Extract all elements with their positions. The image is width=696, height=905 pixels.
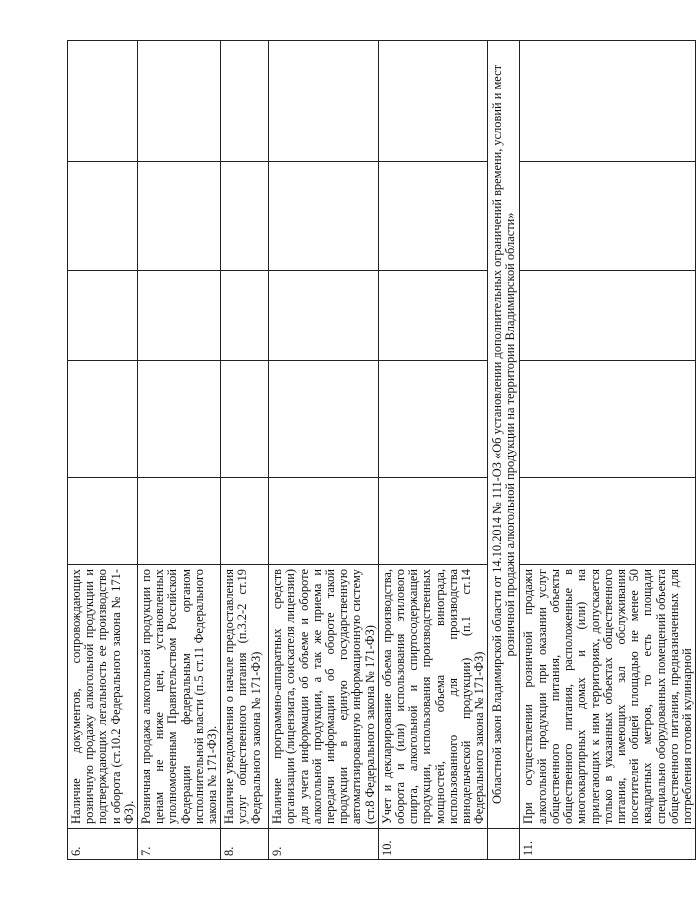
empty-cell xyxy=(520,361,696,478)
row-text: Розничная продажа алкогольной продукции по ценам не ниже цен, установленных уполномоченным Правительством Российской Федерации федеральным органом исполнительной власти (п.5 ст.11 Федерального закона № 171-ФЗ). xyxy=(138,565,221,829)
row-number: 8. xyxy=(221,829,269,860)
empty-cell xyxy=(378,162,488,271)
row-number: 10. xyxy=(378,829,488,860)
row-number: 11. xyxy=(520,829,696,860)
empty-cell xyxy=(221,478,269,565)
law-heading: Областной закон Владимирской области от 14.10.2014 № 111-ОЗ «Об установлении дополнительных ограничений времени, условий и мест розничной продажи алкогольной продукции на территории Владимирской области» xyxy=(488,41,520,829)
empty-cell xyxy=(138,271,221,361)
empty-cell xyxy=(221,162,269,271)
empty-cell xyxy=(520,478,696,565)
empty-cell xyxy=(68,271,138,361)
empty-cell xyxy=(520,162,696,271)
row-number: 7. xyxy=(138,829,221,860)
empty-cell xyxy=(138,162,221,271)
empty-cell xyxy=(269,271,379,361)
empty-cell xyxy=(520,41,696,162)
empty-cell xyxy=(378,478,488,565)
empty-cell xyxy=(68,41,138,162)
empty-cell xyxy=(269,162,379,271)
empty-cell xyxy=(269,41,379,162)
empty-cell xyxy=(378,41,488,162)
empty-cell xyxy=(269,361,379,478)
row-text: Наличие уведомления о начале предоставления услуг общественного питания (п.3.2-2 ст.19 Федерального закона № 171-ФЗ) xyxy=(221,565,269,829)
empty-cell xyxy=(221,41,269,162)
table-row xyxy=(138,41,221,860)
table-row xyxy=(488,41,520,860)
table-row xyxy=(269,41,379,860)
checklist-table xyxy=(67,40,696,860)
empty-cell xyxy=(68,361,138,478)
empty-cell xyxy=(221,361,269,478)
empty-cell xyxy=(378,361,488,478)
empty-cell xyxy=(68,162,138,271)
empty-cell xyxy=(378,271,488,361)
row-text: При осуществлении розничной продажи алкогольной продукции при оказании услуг общественного питания, объекты общественного питания, расположенные в многоквартирных домах и (или) на прилегающих к ним территориях, допускается только в указанных объектах общественного питания, имеющих зал обслуживания посетителей общей площадью не менее 50 квадратных метров, то есть площади специально оборудованных помещений объекта общественного питания, предназначенных для потребления готовой кулинарной xyxy=(520,565,696,829)
table-row xyxy=(520,41,696,860)
row-text: Учет и декларирование объема производства, оборота и (или) использования этилового спирта, алкогольной и спиртосодержащей продукции, использования производственных мощностей, объема винограда, использованного для производства винодельческой продукции) (п.1 ст.14 Федерального закона № 171-ФЗ) xyxy=(378,565,488,829)
row-number: 9. xyxy=(269,829,379,860)
empty-cell xyxy=(138,478,221,565)
rotated-table-sheet xyxy=(67,41,694,860)
empty-cell xyxy=(68,478,138,565)
table-row xyxy=(221,41,269,860)
table-row xyxy=(68,41,138,860)
empty-cell xyxy=(138,361,221,478)
empty-cell xyxy=(221,271,269,361)
row-text: Наличие документов, сопровождающих розничную продажу алкогольной продукции и подтверждающих легальность ее производство и оборота (ст.10.2 Федерального закона № 171-ФЗ). xyxy=(68,565,138,829)
row-number: 6. xyxy=(68,829,138,860)
empty-cell xyxy=(269,478,379,565)
empty-cell xyxy=(520,271,696,361)
empty-cell xyxy=(488,829,520,860)
table-row xyxy=(378,41,488,860)
empty-cell xyxy=(138,41,221,162)
row-text: Наличие программно-аппаратных средств организации (лицензиата, соискателя лицензии) для учета информации об объеме и обороте алкогольной продукции, а так же приема и передачи информации об обороте такой продукции в единую государственную автоматизированную информационную систему (ст.8 Федерального закона № 171-ФЗ) xyxy=(269,565,379,829)
